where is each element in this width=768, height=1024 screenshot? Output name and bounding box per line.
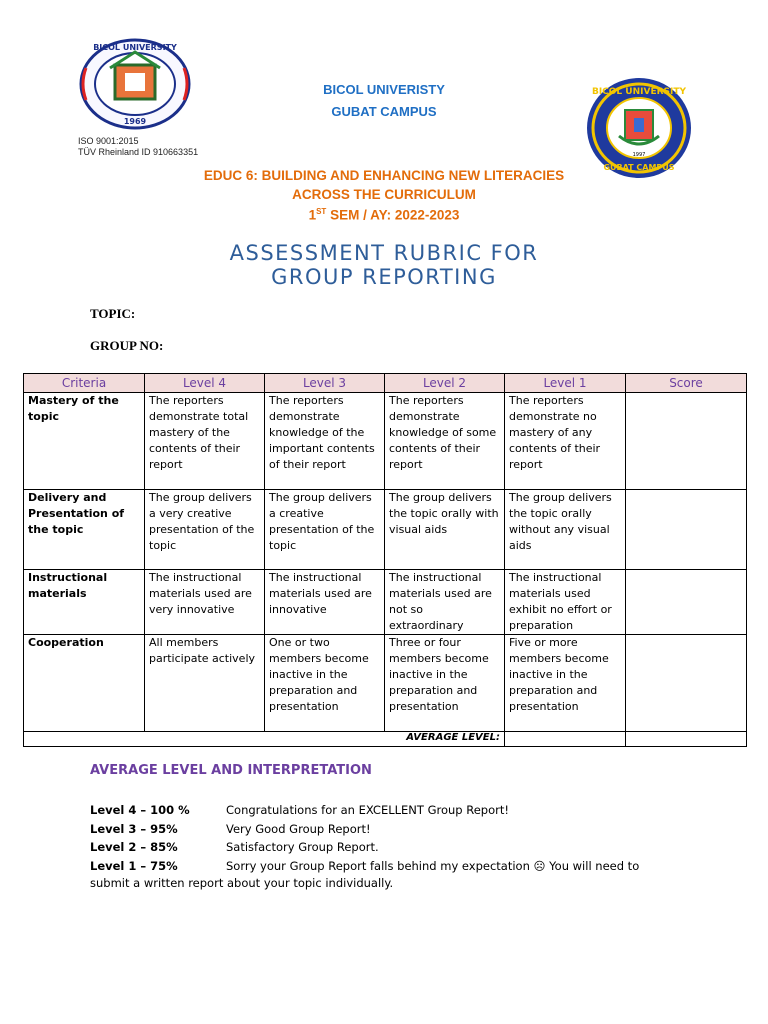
level-label: Level 1 – 75% bbox=[90, 859, 178, 873]
level4-cell: The instructional materials used are very innovative bbox=[145, 570, 265, 635]
level1-cell: The group delivers the topic orally without any visual aids bbox=[505, 490, 626, 570]
interpretation-level-3 bbox=[90, 820, 371, 838]
level2-cell: Three or four members become inactive in the preparation and presentation bbox=[385, 635, 505, 732]
level1-cell: Five or more members become inactive in the preparation and presentation bbox=[505, 635, 626, 732]
average-level-label: AVERAGE LEVEL: bbox=[24, 732, 505, 747]
semester-line: 1ST SEM / AY: 2022-2023 bbox=[308, 207, 460, 223]
campus-name: GUBAT CAMPUS bbox=[331, 104, 437, 119]
interpretation-level-2 bbox=[90, 838, 379, 856]
criteria-cell: Cooperation bbox=[24, 635, 145, 732]
score-cell[interactable] bbox=[626, 393, 747, 490]
header-level-4: Level 4 bbox=[145, 374, 265, 393]
group-number-label: GROUP NO: bbox=[90, 338, 164, 353]
level2-cell: The instructional materials used are not so extraordinary bbox=[385, 570, 505, 635]
interpretation-level-4 bbox=[90, 801, 509, 819]
table-row bbox=[24, 570, 747, 635]
criteria-cell: Delivery and Presentation of the topic bbox=[24, 490, 145, 570]
level4-cell: The group delivers a very creative presentation of the topic bbox=[145, 490, 265, 570]
level4-cell: The reporters demonstrate total mastery of the contents of their report bbox=[145, 393, 265, 490]
rubric-table bbox=[23, 373, 747, 747]
level-label: Level 2 – 85% bbox=[90, 840, 178, 854]
score-cell[interactable] bbox=[626, 635, 747, 732]
level-label: Level 3 – 95% bbox=[90, 822, 178, 836]
level-description: Sorry your Group Report falls behind my expectation ☹ You will need to bbox=[226, 859, 640, 873]
level-description: Satisfactory Group Report. bbox=[226, 840, 379, 854]
interpretation-level-1 bbox=[90, 857, 639, 875]
header-level-3: Level 3 bbox=[265, 374, 385, 393]
course-title-line1: EDUC 6: BUILDING AND ENHANCING NEW LITERACIES bbox=[203, 168, 565, 183]
table-row bbox=[24, 635, 747, 732]
table-header-row bbox=[24, 374, 747, 393]
svg-text:BICOL UNIVERSITY: BICOL UNIVERSITY bbox=[93, 43, 177, 52]
svg-text:GUBAT CAMPUS: GUBAT CAMPUS bbox=[603, 163, 675, 172]
level3-cell: The instructional materials used are innovative bbox=[265, 570, 385, 635]
header-criteria: Criteria bbox=[24, 374, 145, 393]
level-label: Level 4 – 100 % bbox=[90, 803, 190, 817]
rubric-title-line2: GROUP REPORTING bbox=[271, 265, 497, 289]
header-level-1: Level 1 bbox=[505, 374, 626, 393]
topic-label: TOPIC: bbox=[90, 306, 136, 321]
level-description: Congratulations for an EXCELLENT Group Report! bbox=[226, 803, 509, 817]
gubat-campus-seal-logo bbox=[585, 76, 693, 180]
average-level-row bbox=[24, 732, 747, 747]
average-score-cell[interactable] bbox=[626, 732, 747, 747]
interpretation-heading: AVERAGE LEVEL AND INTERPRETATION bbox=[90, 763, 372, 778]
level1-cell: The instructional materials used exhibit no effort or preparation bbox=[505, 570, 626, 635]
score-cell[interactable] bbox=[626, 570, 747, 635]
svg-text:1969: 1969 bbox=[123, 117, 147, 126]
average-level-value[interactable] bbox=[505, 732, 626, 747]
criteria-cell: Mastery of the topic bbox=[24, 393, 145, 490]
level2-cell: The group delivers the topic orally with visual aids bbox=[385, 490, 505, 570]
svg-text:BICOL UNIVERSITY: BICOL UNIVERSITY bbox=[591, 87, 687, 97]
iso-certification-text: ISO 9001:2015 TÜV Rheinland ID 910663351 bbox=[78, 136, 199, 157]
level1-cell: The reporters demonstrate no mastery of any contents of their report bbox=[505, 393, 626, 490]
table-row bbox=[24, 393, 747, 490]
svg-text:1997: 1997 bbox=[632, 152, 646, 158]
interpretation-note: submit a written report about your topic individually. bbox=[90, 876, 394, 890]
header-level-2: Level 2 bbox=[385, 374, 505, 393]
criteria-cell: Instructional materials bbox=[24, 570, 145, 635]
header-score: Score bbox=[626, 374, 747, 393]
level3-cell: The reporters demonstrate knowledge of the important contents of their report bbox=[265, 393, 385, 490]
level4-cell: All members participate actively bbox=[145, 635, 265, 732]
score-cell[interactable] bbox=[626, 490, 747, 570]
table-row bbox=[24, 490, 747, 570]
rubric-title-line1: ASSESSMENT RUBRIC FOR bbox=[229, 241, 539, 265]
level3-cell: One or two members become inactive in the preparation and presentation bbox=[265, 635, 385, 732]
course-title-line2: ACROSS THE CURRICULUM bbox=[292, 187, 476, 202]
university-name: BICOL UNIVERISTY bbox=[323, 82, 445, 97]
level-description: Very Good Group Report! bbox=[226, 822, 371, 836]
level3-cell: The group delivers a creative presentation of the topic bbox=[265, 490, 385, 570]
level2-cell: The reporters demonstrate knowledge of some contents of their report bbox=[385, 393, 505, 490]
